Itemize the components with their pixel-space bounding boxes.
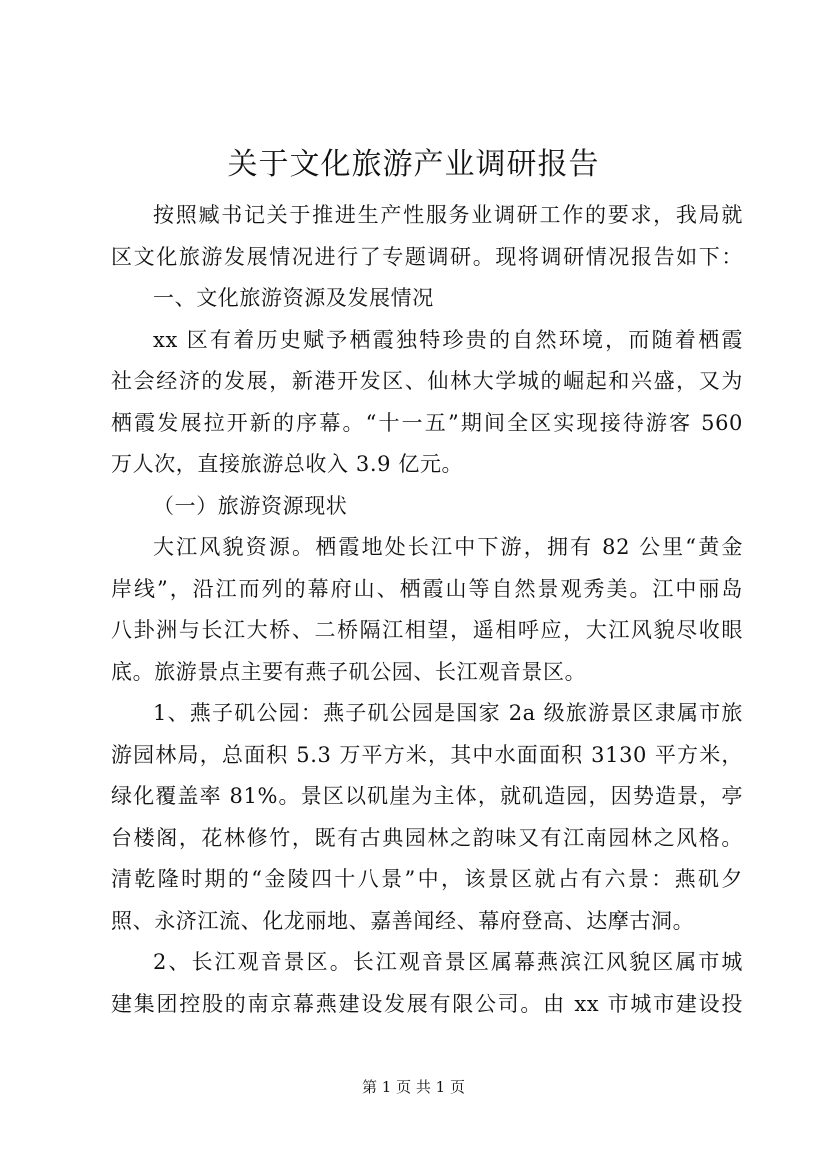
body-line: 社会经济的发展，新港开发区、仙林大学城的崛起和兴盛，又为 xyxy=(111,369,743,393)
body-line: 建集团控股的南京幕燕建设发展有限公司。由 xx 市城市建设投 xyxy=(111,991,743,1016)
document-body xyxy=(111,195,743,1025)
body-line: 区文化旅游发展情况进行了专题调研。现将调研情况报告如下： xyxy=(111,244,743,269)
body-line: 清乾隆时期的“金陵四十八景”中，该景区就占有六景：燕矶夕 xyxy=(111,867,743,891)
body-line: 绿化覆盖率 81%。景区以矶崖为主体，就矶造园，因势造景，亭 xyxy=(111,784,743,808)
body-line: 照、永济江流、化龙丽地、嘉善闻经、幕府登高、达摩古洞。 xyxy=(111,908,695,933)
body-line: xx 区有着历史赋予栖霞独特珍贵的自然环境，而随着栖霞 xyxy=(153,327,743,352)
body-line: 八卦洲与长江大桥、二桥隔江相望，遥相呼应，大江风貌尽收眼 xyxy=(111,618,743,642)
body-line: 大江风貌资源。栖霞地处长江中下游，拥有 82 公里“黄金 xyxy=(153,535,743,559)
body-line: 底。旅游景点主要有燕子矶公园、长江观音景区。 xyxy=(111,659,587,684)
subsection-heading: （一）旅游资源现状 xyxy=(153,493,348,518)
body-line: 1、燕子矶公园：燕子矶公园是国家 2a 级旅游景区隶属市旅 xyxy=(153,701,743,725)
body-line: 栖霞发展拉开新的序幕。“十一五”期间全区实现接待游客 560 xyxy=(111,410,743,435)
body-line: 台楼阁，花林修竹，既有古典园林之韵味又有江南园林之风格。 xyxy=(111,825,743,850)
body-line: 岸线”，沿江而列的幕府山、栖霞山等自然景观秀美。江中丽岛 xyxy=(111,576,743,601)
page-footer: 第 1 页 共 1 页 xyxy=(362,1078,465,1096)
body-line: 万人次，直接旅游总收入 3.9 亿元。 xyxy=(111,452,464,476)
body-line: 按照臧书记关于推进生产性服务业调研工作的要求，我局就 xyxy=(153,203,743,227)
body-line: 2、长江观音景区。长江观音景区属幕燕滨江风貌区属市城 xyxy=(153,950,743,974)
body-line: 游园林局，总面积 5.3 万平方米，其中水面面积 3130 平方米， xyxy=(111,742,743,767)
document-title: 关于文化旅游产业调研报告 xyxy=(227,147,600,182)
section-heading: 一、文化旅游资源及发展情况 xyxy=(153,286,434,310)
